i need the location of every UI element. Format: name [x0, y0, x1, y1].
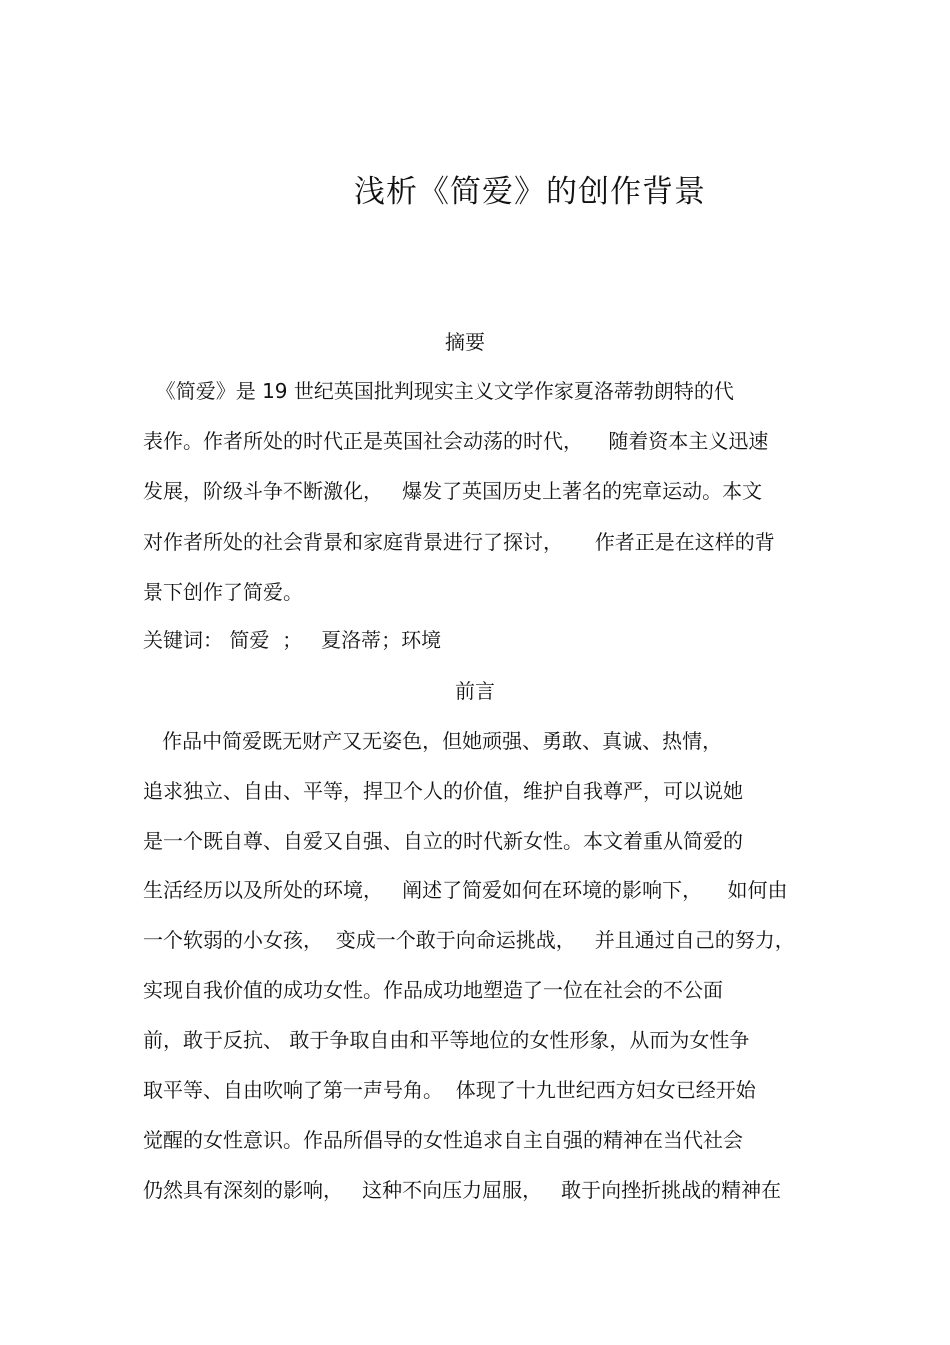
preface-heading: 前言: [455, 679, 495, 703]
preface-line: 前，敢于反抗、 敢于争取自由和平等地位的女性形象，从而为女性争: [143, 1028, 750, 1052]
abstract-line: 《简爱》是 19 世纪英国批判现实主义文学作家夏洛蒂勃朗特的代: [143, 379, 734, 403]
preface-line: 一个软弱的小女孩， 变成一个敢于向命运挑战， 并且通过自己的努力，: [143, 928, 795, 952]
preface-line: 作品中简爱既无财产又无姿色，但她顽强、勇敢、真诚、热情，: [143, 729, 723, 753]
abstract-line: 表作。作者所处的时代正是英国社会动荡的时代， 随着资本主义迅速: [143, 429, 769, 453]
preface-line: 是一个既自尊、自爱又自强、自立的时代新女性。本文着重从简爱的: [143, 829, 743, 853]
preface-line: 实现自我价值的成功女性。作品成功地塑造了一位在社会的不公面: [143, 978, 723, 1002]
document-title: 浅析《简爱》的创作背景: [354, 174, 706, 210]
preface-line: 仍然具有深刻的影响， 这种不向压力屈服， 敢于向挫折挑战的精神在: [143, 1178, 782, 1202]
preface-line: 生活经历以及所处的环境， 阐述了简爱如何在环境的影响下， 如何由: [143, 878, 788, 902]
abstract-heading: 摘要: [445, 330, 485, 354]
abstract-line: 发展，阶级斗争不断激化， 爆发了英国历史上著名的宪章运动。本文: [143, 479, 763, 503]
abstract-line: 对作者所处的社会背景和家庭背景进行了探讨， 作者正是在这样的背: [143, 530, 775, 554]
abstract-line: 景下创作了简爱。: [143, 580, 303, 604]
preface-line: 追求独立、自由、平等，捍卫个人的价值，维护自我尊严，可以说她: [143, 779, 743, 803]
keywords-line: 关键词： 简爱 ； 夏洛蒂；环境: [143, 628, 442, 652]
preface-line: 觉醒的女性意识。作品所倡导的女性追求自主自强的精神在当代社会: [143, 1128, 743, 1152]
preface-line: 取平等、自由吹响了第一声号角。 体现了十九世纪西方妇女已经开始: [143, 1078, 756, 1102]
